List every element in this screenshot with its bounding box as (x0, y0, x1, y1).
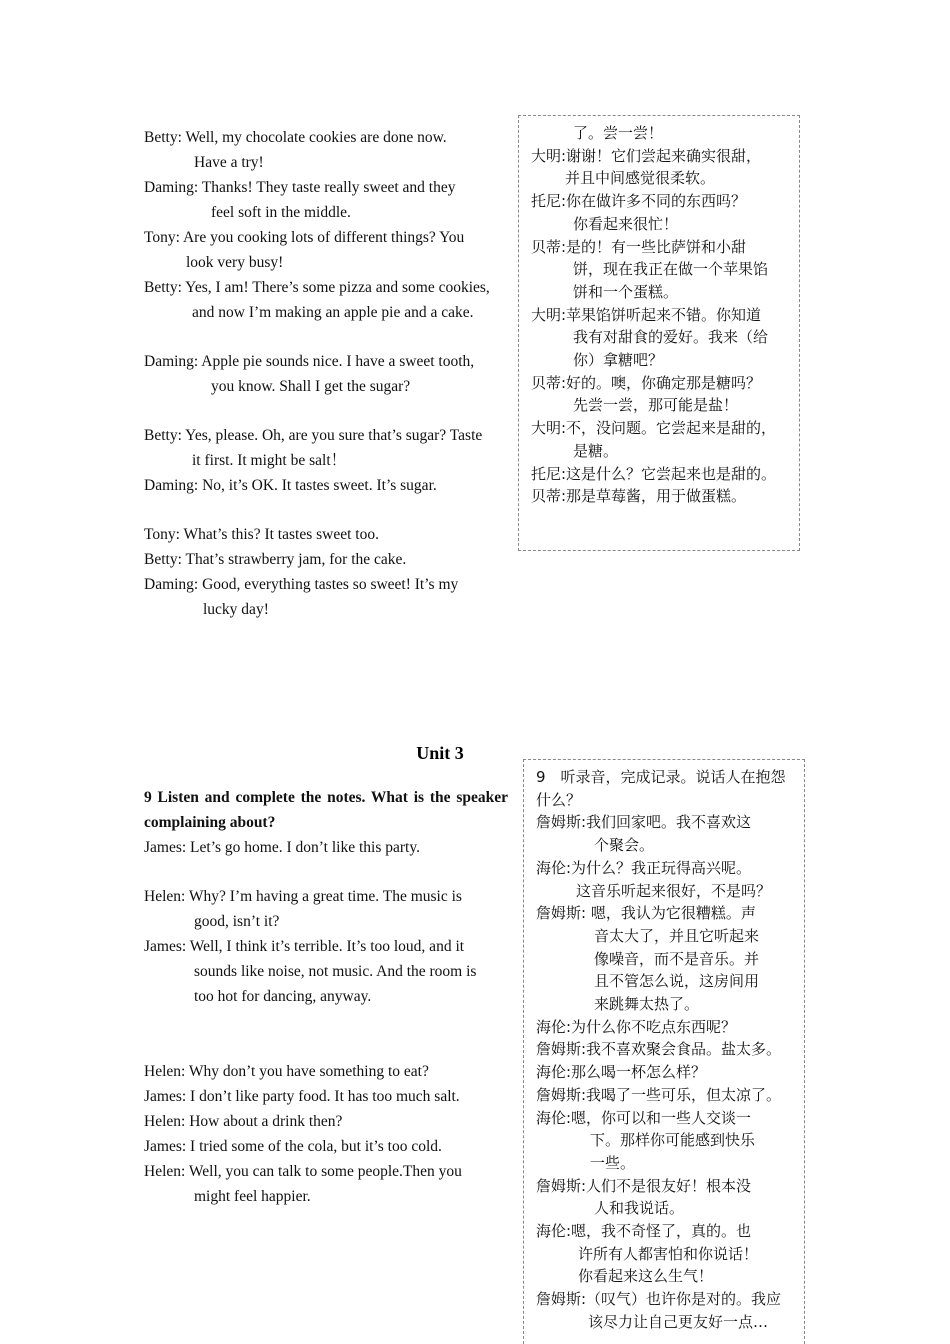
translation-line: 该尽力让自己更友好一点… (588, 1312, 769, 1331)
dialogue-line: Daming: No, it’s OK. It tastes sweet. It’s sugar. (144, 477, 437, 494)
dialogue-line: Betty: Well, my chocolate cookies are done now. (144, 129, 447, 146)
translation-line: 了。尝一尝！ (573, 124, 664, 142)
translation-line: 詹姆斯: 嗯，我认为它很糟糕。声 (536, 904, 756, 923)
translation-line: 海伦:那么喝一杯怎么样？ (536, 1063, 707, 1082)
translation-line: 来跳舞太热了。 (594, 995, 700, 1014)
translation-line: 海伦:嗯，你可以和一些人交谈一 (536, 1108, 752, 1127)
dialogue-line: Tony: What’s this? It tastes sweet too. (144, 526, 379, 543)
dialogue-line: Betty: Yes, please. Oh, are you sure that’s sugar? Taste (144, 427, 483, 444)
translation-line: 音太大了，并且它听起来 (594, 926, 760, 945)
translation-line: 这音乐听起来很好，不是吗？ (576, 881, 772, 900)
dialogue-line: Have a try! (194, 154, 264, 171)
translation-line: 你）拿糖吧？ (573, 351, 664, 370)
translation-line: 饼和一个蛋糕。 (573, 282, 679, 301)
dialogue-line: Tony: Are you cooking lots of different things? You (144, 229, 465, 246)
translation-line: 个聚会。 (594, 836, 655, 855)
dialogue-line: Betty: Yes, I am! There’s some pizza and some cookies, (144, 279, 490, 296)
translation-line: 一些。 (590, 1153, 636, 1172)
dialogue-line: James: I don’t like party food. It has too much salt. (144, 1088, 460, 1105)
dialogue-line: and now I’m making an apple pie and a cake. (192, 304, 474, 321)
dialogue-1 (144, 125, 504, 622)
dialogue-line: sounds like noise, not music. And the room is (194, 963, 477, 980)
translation-line: 饼，现在我正在做一个苹果馅 (573, 260, 769, 279)
translation-heading: 9 听录音，完成记录。说话人在抱怨什么？ (536, 768, 786, 809)
translation-line: 你看起来很忙！ (573, 214, 679, 233)
translation-line: 先尝一尝，那可能是盐！ (573, 396, 739, 415)
translation-line: 像噪音，而不是音乐。并 (594, 949, 760, 968)
dialogue-line: Helen: Why? I’m having a great time. The music is (144, 888, 462, 905)
translation-line: 大明:谢谢！它们尝起来确实很甜， (531, 146, 762, 165)
dialogue-line: Helen: Why don’t you have something to eat? (144, 1063, 429, 1080)
dialogue-line: you know. Shall I get the sugar? (211, 378, 411, 395)
translation-line: 詹姆斯:（叹气）也许你是对的。我应 (536, 1290, 782, 1309)
translation-line: 贝蒂:好的。噢，你确定那是糖吗？ (531, 373, 762, 392)
dialogue-line: James: Let’s go home. I don’t like this party. (144, 839, 420, 856)
unit-title: Unit 3 (416, 743, 464, 763)
translation-line: 是糖。 (573, 441, 619, 460)
translation-line: 海伦:为什么？我正玩得高兴呢。 (536, 858, 752, 877)
dialogue-line: Betty: That’s strawberry jam, for the cake. (144, 551, 407, 568)
translation-box-1 (518, 115, 800, 551)
dialogue-line: too hot for dancing, anyway. (194, 988, 372, 1005)
dialogue-line: Helen: How about a drink then? (144, 1113, 343, 1130)
translation-line: 许所有人都害怕和你说话！ (578, 1244, 759, 1263)
dialogue-line: good, isn’t it? (194, 913, 280, 930)
dialogue-line: it first. It might be salt！ (192, 452, 347, 469)
translation-line: 詹姆斯:人们不是很友好！根本没 (536, 1176, 752, 1195)
dialogue-line: Daming: Apple pie sounds nice. I have a sweet tooth, (144, 353, 475, 370)
exercise-heading: 9 Listen and complete the notes. What is the speaker complaining about? (144, 789, 508, 831)
dialogue-line: James: Well, I think it’s terrible. It’s too loud, and it (144, 938, 465, 955)
translation-line: 詹姆斯:我们回家吧。我不喜欢这 (536, 813, 752, 832)
dialogue-line: feel soft in the middle. (211, 204, 351, 221)
dialogue-line: look very busy! (186, 254, 284, 271)
translation-line: 你看起来这么生气！ (578, 1267, 714, 1286)
dialogue-2 (144, 785, 508, 1209)
translation-line: 海伦:为什么你不吃点东西呢？ (536, 1017, 737, 1036)
dialogue-line: Helen: Well, you can talk to some people.Then you (144, 1163, 462, 1180)
translation-box-2 (523, 759, 805, 1344)
translation-line: 并且中间感觉很柔软。 (565, 169, 716, 188)
dialogue-line: James: I tried some of the cola, but it’s too cold. (144, 1138, 442, 1155)
dialogue-line: Daming: Good, everything tastes so sweet! It’s my (144, 576, 459, 593)
translation-line: 大明:不，没问题。它尝起来是甜的， (531, 419, 777, 438)
translation-line: 托尼:你在做许多不同的东西吗？ (531, 192, 747, 211)
dialogue-line: Daming: Thanks! They taste really sweet and they (144, 179, 456, 196)
translation-line: 詹姆斯:我喝了一些可乐，但太凉了。 (536, 1085, 782, 1104)
translation-line: 贝蒂:那是草莓酱，用于做蛋糕。 (531, 487, 747, 506)
translation-line: 下。那样你可能感到快乐 (590, 1131, 756, 1150)
translation-line: 且不管怎么说，这房间用 (594, 972, 760, 991)
translation-line: 我有对甜食的爱好。我来（给 (573, 328, 769, 347)
dialogue-line: lucky day! (203, 601, 269, 618)
translation-line: 詹姆斯:我不喜欢聚会食品。盐太多。 (536, 1040, 782, 1059)
translation-line: 贝蒂:是的！有一些比萨饼和小甜 (531, 237, 747, 256)
translation-line: 海伦:嗯，我不奇怪了，真的。也 (536, 1222, 752, 1241)
translation-line: 托尼:这是什么？它尝起来也是甜的。 (531, 464, 777, 483)
dialogue-line: might feel happier. (194, 1188, 311, 1205)
translation-line: 人和我说话。 (594, 1199, 685, 1218)
translation-line: 大明:苹果馅饼听起来不错。你知道 (531, 305, 762, 324)
